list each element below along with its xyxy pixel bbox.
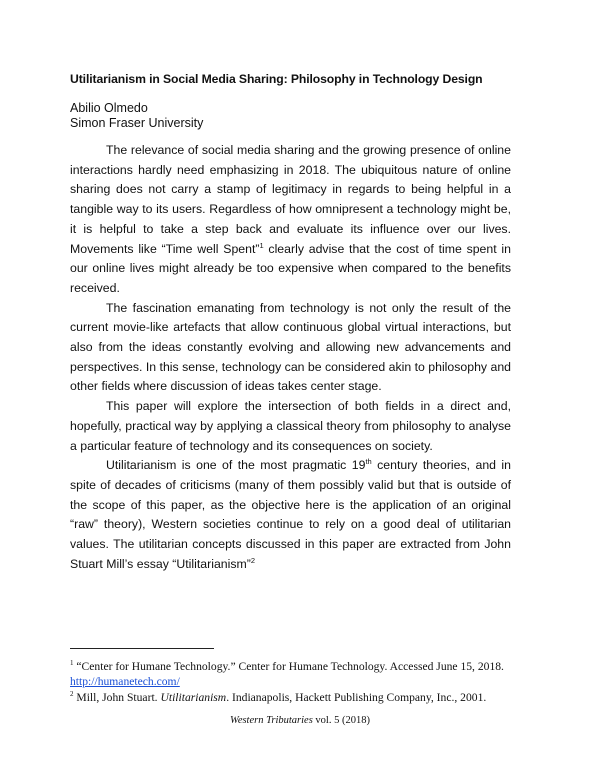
footnotes <box>70 659 511 707</box>
footnote-1-number: 1 <box>70 659 74 668</box>
footnote-1-text: “Center for Humane Technology.” Center for Humane Technology. Accessed June 15, 2018. <box>73 660 504 673</box>
footnote-2-rest: . Indianapolis, Hackett Publishing Company, Inc., 2001. <box>226 691 487 705</box>
footnote-1 <box>70 659 511 689</box>
paragraph-3: This paper will explore the intersection of both fields in a direct and, hopefully, practical way by applying a classical theory from philosophy to analyse a particular feature of technology and its consequences on society. <box>70 399 511 453</box>
paragraph-1-text-cont: clearly advise that the cost of time spent in our online lives might already be too expensive when compared to the benefits received. <box>70 241 511 295</box>
paragraph-1-text: The relevance of social media sharing and the growing presence of online interactions hardly need emphasizing in 2018. The ubiquitous nature of online sharing does not carry a stamp of legitimacy in regards to being helpful in a tangible way to its users. Regardless of how omnipresent a technology might be, it is helpful to take a step back and evaluate its influence over our lives. Movements like “Time well Spent” <box>70 143 511 256</box>
paragraph-4 <box>70 456 511 574</box>
body-text <box>70 141 511 574</box>
paragraph-4-lead: Utilitarianism is one of the most pragmatic 19 <box>106 458 366 473</box>
page-footer <box>0 715 600 726</box>
footnote-2-number: 2 <box>70 690 74 699</box>
author-affiliation: Simon Fraser University <box>70 116 204 130</box>
paragraph-2: The fascination emanating from technology is not only the result of the current movie-like artefacts that allow continuous global virtual interactions, but also from the ideas constantly evolving and allowing new advancements and perspectives. In this sense, technology can be considered akin to philosophy and other fields where discussion of ideas takes center stage. <box>70 300 511 394</box>
ordinal-superscript: th <box>365 457 372 467</box>
footnote-2-lead: Mill, John Stuart. <box>73 691 161 705</box>
footnote-ref-1[interactable]: 1 <box>259 240 264 250</box>
author-name: Abilio Olmedo <box>70 101 148 115</box>
footnote-2-title: Utilitarianism <box>160 691 227 705</box>
footnote-2 <box>70 690 511 705</box>
paragraph-1 <box>70 141 511 299</box>
journal-name: Western Tributaries <box>230 715 313 726</box>
footnote-1-link[interactable]: http://humanetech.com/ <box>70 675 180 689</box>
footnote-divider <box>70 648 214 649</box>
footnote-ref-2[interactable]: 2 <box>250 555 256 565</box>
paper-title: Utilitarianism in Social Media Sharing: Philosophy in Technology Design <box>70 72 483 86</box>
journal-volume: vol. 5 (2018) <box>312 715 370 726</box>
paragraph-4-text: century theories, and in spite of decades of criticisms (many of them possibly valid but that is outside of the scope of this paper, as the objective here is the application of an original “raw” theory), Western societies continue to rely on a good deal of utilitarian values. The utilitarian concepts discussed in this paper are extracted from John Stuart Mill’s essay “Utilitarianism” <box>70 458 511 571</box>
author-block <box>70 101 203 131</box>
